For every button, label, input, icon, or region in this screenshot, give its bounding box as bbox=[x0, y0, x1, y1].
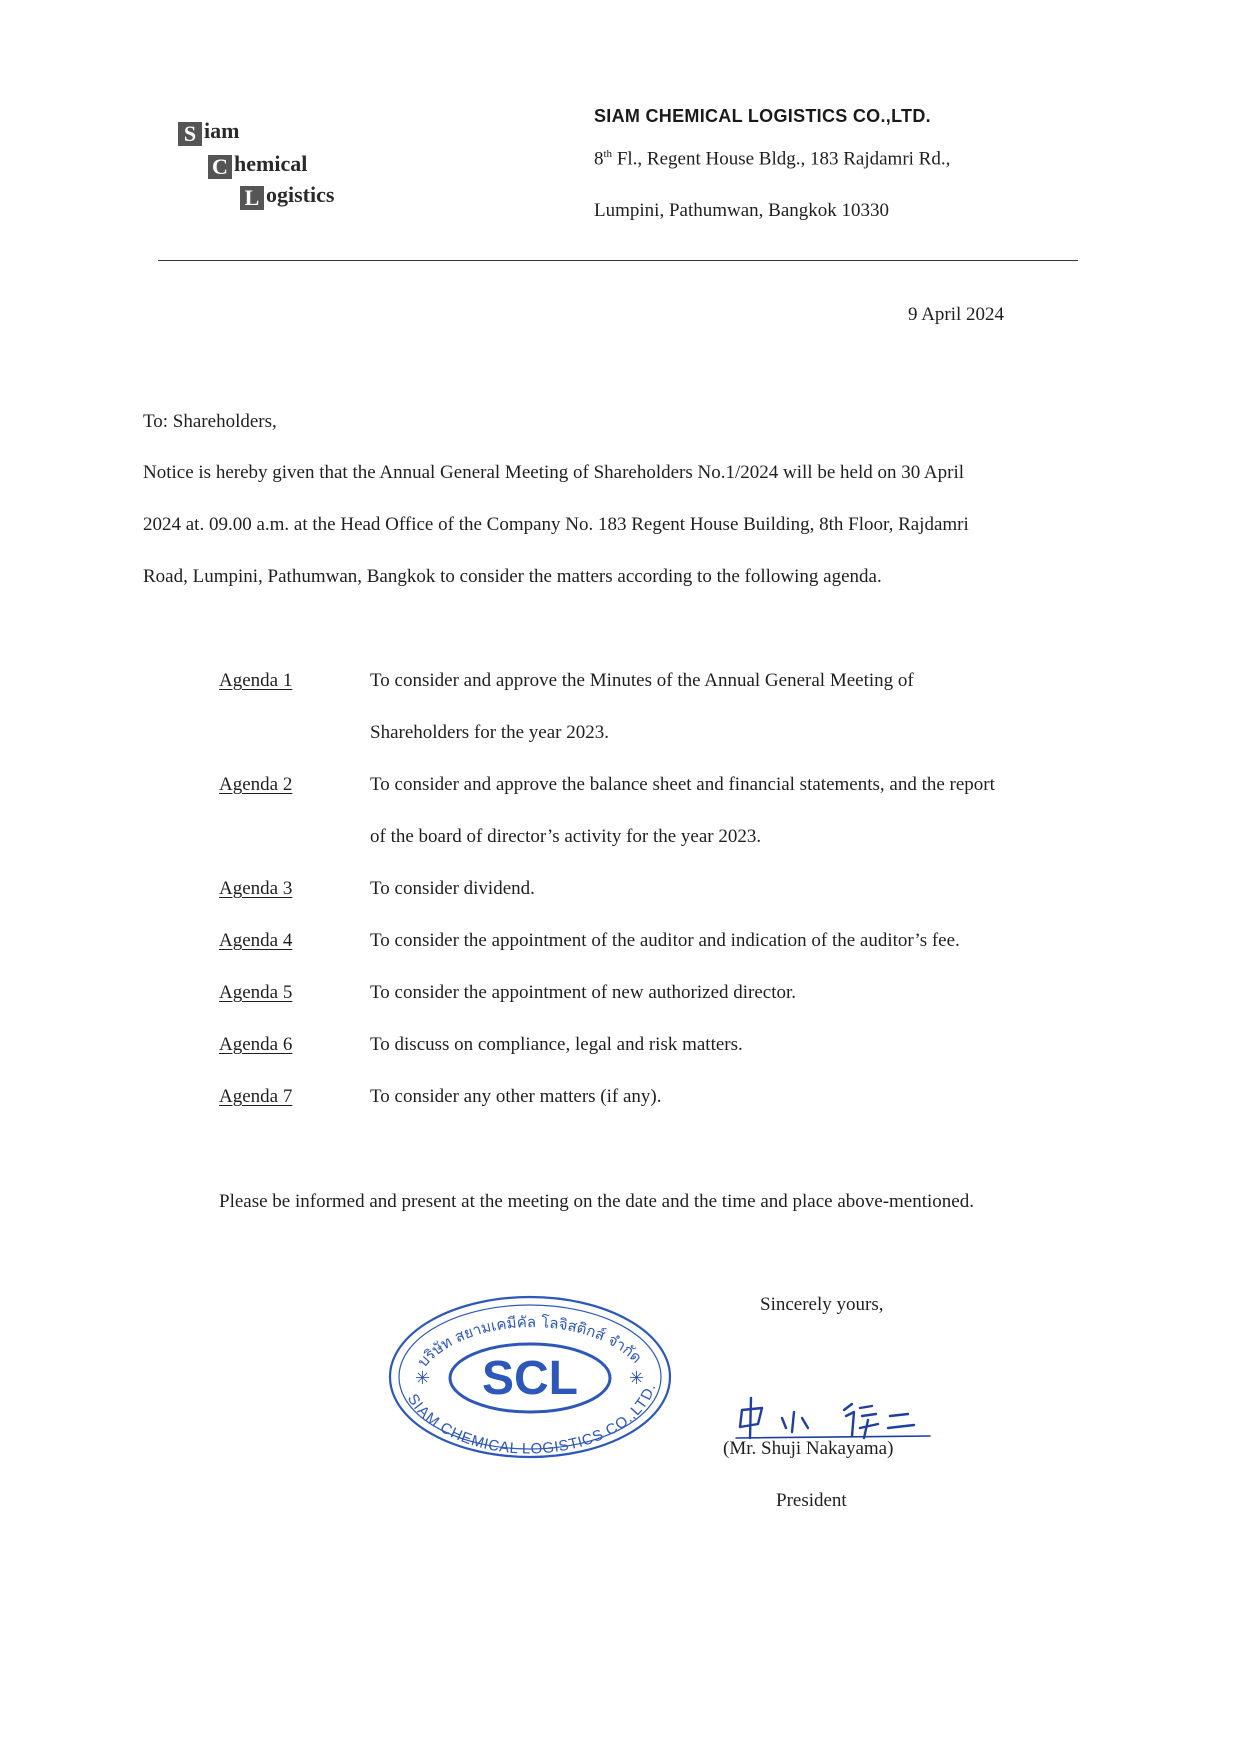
signatory-title: President bbox=[776, 1490, 847, 1511]
agenda-label: Agenda 6 bbox=[219, 1034, 293, 1055]
agenda-text: To consider the appointment of the auditor and indication of the auditor’s fee. bbox=[370, 930, 960, 951]
sincerely-line: Sincerely yours, bbox=[760, 1294, 884, 1315]
notice-line-3: Road, Lumpini, Pathumwan, Bangkok to consider the matters according to the following agenda. bbox=[143, 566, 882, 587]
signatory-name: (Mr. Shuji Nakayama) bbox=[723, 1438, 894, 1459]
logo-line-siam: S iam bbox=[178, 118, 239, 146]
agenda-label: Agenda 1 bbox=[219, 670, 293, 691]
notice-line-1: Notice is hereby given that the Annual General Meeting of Shareholders No.1/2024 will be held on 30 April bbox=[143, 462, 965, 483]
notice-line-2: 2024 at. 09.00 a.m. at the Head Office of the Company No. 183 Regent House Building, 8th Floor, Rajdamri bbox=[143, 514, 969, 535]
address-line-1: 8th Fl., Regent House Bldg., 183 Rajdamri Rd., bbox=[594, 148, 951, 170]
closing-sentence: Please be informed and present at the meeting on the date and the time and place above-mentioned. bbox=[219, 1191, 974, 1212]
logo-line-chemical: C hemical bbox=[208, 151, 307, 179]
letter-date: 9 April 2024 bbox=[908, 304, 1005, 325]
agenda-text: To consider dividend. bbox=[370, 878, 535, 899]
stamp-english-text: SIAM CHEMICAL LOGISTICS CO.,LTD. bbox=[403, 1382, 660, 1458]
stamp-star-left-icon: ✳ bbox=[415, 1368, 431, 1389]
agenda-label: Agenda 7 bbox=[219, 1086, 293, 1107]
stamp-star-right-icon: ✳ bbox=[629, 1368, 645, 1389]
agenda-text: To consider and approve the balance sheet and financial statements, and the report bbox=[370, 774, 995, 795]
agenda-text: To discuss on compliance, legal and risk matters. bbox=[370, 1034, 743, 1055]
logo-line-logistics: L ogistics bbox=[240, 182, 334, 210]
agenda-text: To consider any other matters (if any). bbox=[370, 1086, 662, 1107]
agenda-label: Agenda 4 bbox=[219, 930, 293, 951]
header-divider bbox=[158, 260, 1078, 261]
agenda-label: Agenda 3 bbox=[219, 878, 293, 899]
agenda-label: Agenda 5 bbox=[219, 982, 293, 1003]
agenda-text: To consider the appointment of new authorized director. bbox=[370, 982, 797, 1003]
signature bbox=[728, 1394, 938, 1444]
stamp-thai-text: บริษัท สยามเคมีคัล โลจิสติกส์ จำกัด bbox=[413, 1313, 646, 1371]
agenda-text-continued: Shareholders for the year 2023. bbox=[370, 722, 610, 743]
salutation: To: Shareholders, bbox=[143, 411, 277, 432]
company-stamp bbox=[385, 1292, 675, 1462]
agenda-text-continued: of the board of director’s activity for the year 2023. bbox=[370, 826, 762, 847]
stamp-center-text: SCL bbox=[482, 1352, 578, 1405]
address-line-2: Lumpini, Pathumwan, Bangkok 10330 bbox=[594, 200, 890, 221]
company-name: SIAM CHEMICAL LOGISTICS CO.,LTD. bbox=[594, 106, 931, 126]
agenda-label: Agenda 2 bbox=[219, 774, 293, 795]
agenda-text: To consider and approve the Minutes of the Annual General Meeting of bbox=[370, 670, 914, 691]
